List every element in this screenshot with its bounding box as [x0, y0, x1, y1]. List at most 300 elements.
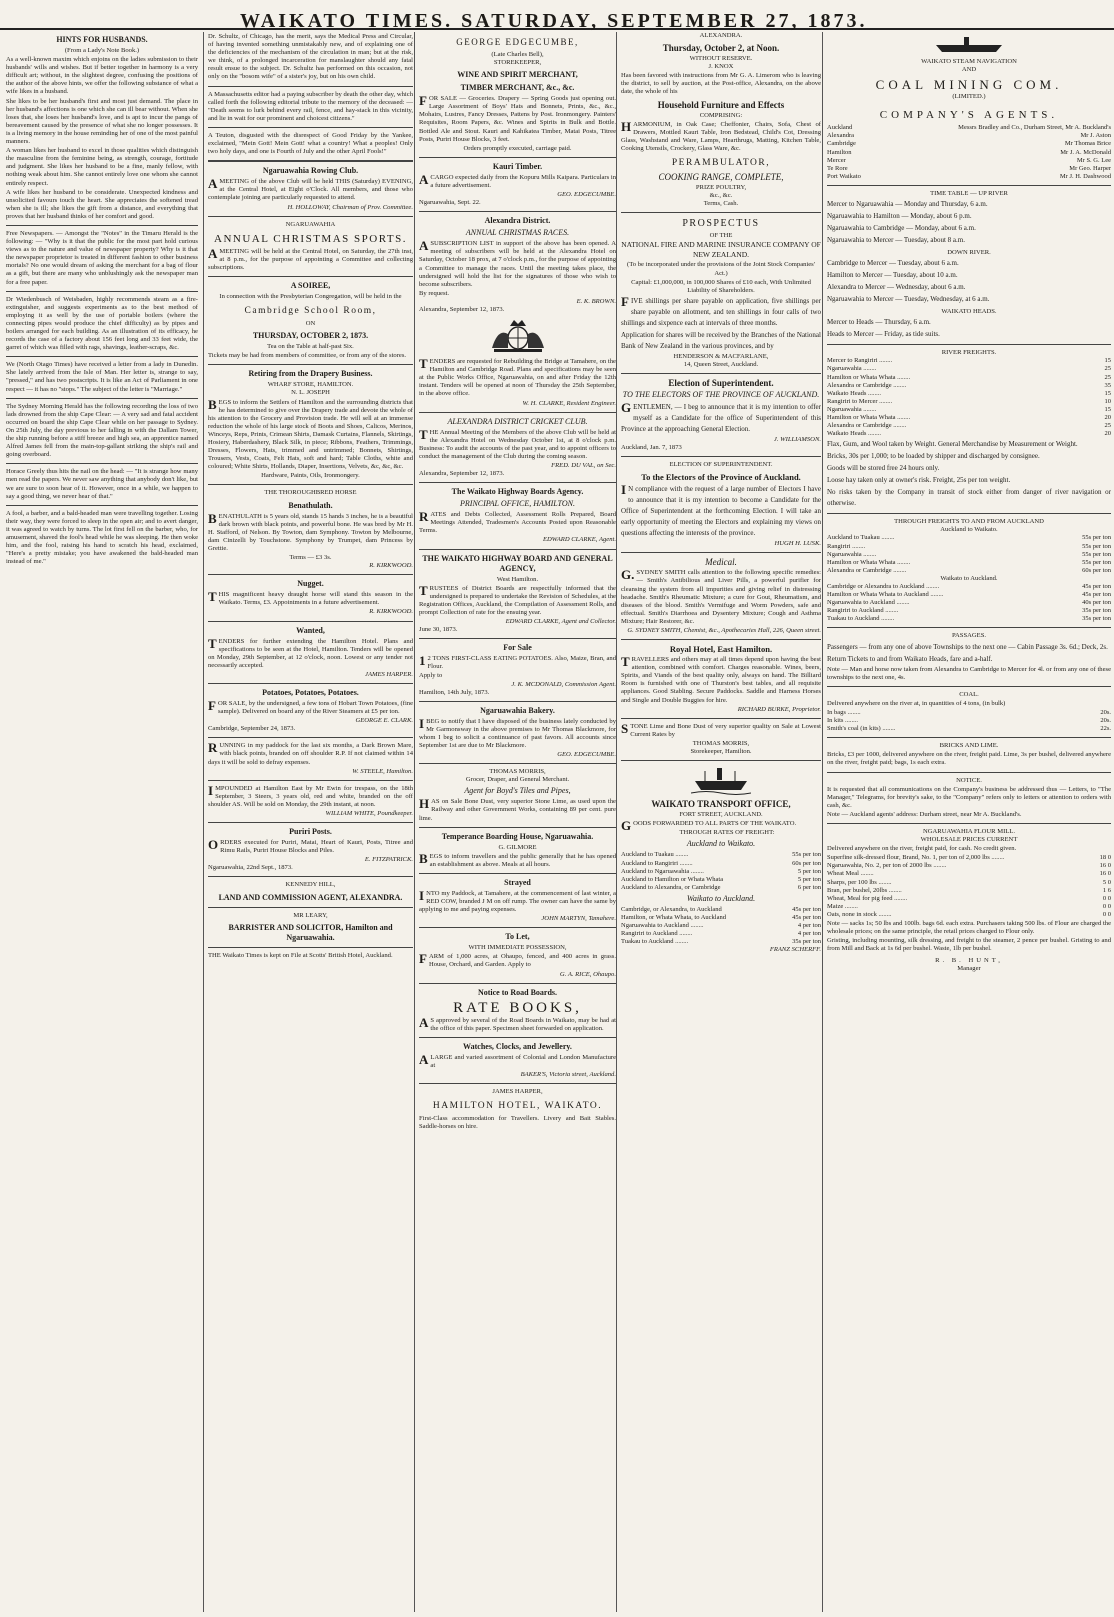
heads-heading: WAIKATO HEADS.: [941, 308, 997, 316]
row-label: Ngaruawahia to Auckland ........: [827, 599, 910, 607]
morris-heading: THOMAS MORRIS,: [489, 768, 546, 776]
ad-signature: GEO. EDGECUMBE.: [557, 751, 616, 759]
row-value: 35s per ton: [792, 938, 821, 946]
price-row: [827, 895, 1111, 903]
rate-row: [827, 551, 1111, 559]
rate-row: [621, 914, 821, 922]
rate-row: [827, 709, 1111, 717]
ad-name: N. L. JOSEPH: [291, 389, 330, 397]
divider: [419, 873, 616, 874]
row-label: Ngaruawahia, No. 2, per ton of 2000 lbs ........: [827, 862, 947, 870]
mill-prices-table: [827, 854, 1111, 919]
row-value: 0 0: [1102, 910, 1111, 918]
divider: [621, 639, 821, 640]
rate-row: [621, 860, 821, 868]
row-value: Mr J. H. Dashwood: [1059, 172, 1111, 180]
insurance-company-heading: NATIONAL FIRE AND MARINE INSURANCE COMPANY OF NEW ZEALAND.: [621, 240, 821, 260]
highway2-heading: THE WAIKATO HIGHWAY BOARD AND GENERAL AGENCY,: [422, 553, 613, 573]
freight-row: [827, 365, 1111, 373]
freight-row: [827, 422, 1111, 430]
divider: [621, 456, 821, 457]
row-label: Ngaruawahia ........: [827, 365, 877, 373]
notice-body: Note — Auckland agents' address: Durham street, near Mr A. Buckland's.: [827, 810, 1022, 818]
royal-hotel-heading: Royal Hotel, East Hamilton.: [669, 644, 773, 655]
timetable-line: Ngaruawahia to Cambridge — Monday, about 6 a.m.: [827, 224, 976, 233]
ad-date: Hamilton, 14th July, 1873.: [419, 688, 490, 696]
ad-body: TRAVELLERS and others may at all times depend upon having the best attention, combined with comfort. Charges reasonable. Wines, beers, Spirits, and Viands of the best quality only, always on hand. The Billiard Room is furnished with one of Thurston's best tables, and all requisite appliances. Good Stabling. Secure Paddocks. Saddle and Harness Horses and Single and Double Buggies for hire.: [621, 654, 821, 704]
row-label: Auckland to Rangiriri ........: [621, 859, 693, 867]
price-row: [827, 903, 1111, 911]
freight-row: [827, 357, 1111, 365]
row-label: Oats, none in stock ........: [827, 910, 892, 918]
divider: [419, 1037, 616, 1038]
timetable-up: [827, 198, 1111, 246]
to-let-heading: To Let,: [505, 932, 530, 942]
divider: [827, 823, 1111, 824]
rate-row: [621, 868, 821, 876]
ad-date: Alexandra, September 12, 1873.: [419, 470, 505, 478]
ad-body: FOR SALE — Groceries. Drapery — Spring Goods just opening out. Large Assortment of Boys' Hats and Bonnets, Prints, &c., &c., Mohairs, Lustres, Fancy Dresses, Pattens by Post. Ironmongery. Painters' Requisites, Room Papers, &c. Wines and Spirits in Bulk and Bottle. Bottled Ale and Stout. Kauri and Kahikatea Timber, Matai Posts, Titree Posts, Puriri House Blocks, 3 feet.: [419, 93, 616, 143]
divider: [419, 549, 616, 550]
row-label: Alexandra or Cambridge ........: [827, 422, 907, 430]
election-heading: Election of Superintendent.: [668, 377, 774, 388]
timetable-line: Ngaruawahia to Mercer — Tuesday, Wednesday, at 6 a.m.: [827, 295, 990, 304]
soiree-heading: A SOIREE,: [290, 280, 331, 290]
divider: [208, 737, 413, 738]
ad-sub: Waikato to Auckland.: [940, 574, 998, 582]
mill-sub: WHOLESALE PRICES CURRENT: [920, 836, 1018, 844]
royal-crest-icon: [488, 318, 548, 354]
row-label: Ngaruawahia to Auckland ........: [621, 922, 704, 930]
ad-body: TENDERS for further extending the Hamilton Hotel. Plans and specifications to be seen at the Hotel, Hamilton. Tenders will be opened on Monday, 29th September, at 12 o'clock, noon. Lowest or any tender not necessarily accepted.: [208, 635, 413, 669]
sale-heading: For Sale: [503, 643, 532, 653]
ad-sub: Auckland to Waikato.: [686, 839, 756, 849]
transport-heading: WAIKATO TRANSPORT OFFICE,: [651, 799, 791, 810]
agent-row: [827, 140, 1111, 148]
divider: [827, 772, 1111, 773]
harper-heading: JAMES HARPER,: [492, 1088, 543, 1096]
divider: [208, 484, 413, 485]
article-paragraph: A woman likes her husband to excel in those qualities which distinguish the masculine from the feminine being, as strength, courage, fortitude and judgment. She likes her husband to be a fine, manly fellow, with nothing weak about him. She cannot entirely love one whom she cannot entirely respect.: [6, 147, 198, 187]
row-label: Rangiriri to Auckland ........: [621, 930, 693, 938]
ad-signature: E. K. BROWN.: [576, 297, 616, 305]
timetable-line: Heads to Mercer — Friday, as tide suits.: [827, 330, 940, 339]
row-value: 20s.: [1100, 708, 1111, 716]
ad-sub: TIMBER MERCHANT, &c., &c.: [460, 83, 575, 93]
newspaper-title: WAIKATO TIMES. SATURDAY, SEPTEMBER 27, 1873.: [240, 10, 868, 32]
price-row: [827, 854, 1111, 862]
mill-heading: NGARUAWAHIA FLOUR MILL.: [923, 827, 1015, 835]
freight-row: [827, 414, 1111, 422]
bricks-note: Bricks, £3 per 1000, delivered anywhere on the river, freight paid. Lime, 3s per bushel, delivered anywhere on the river, freight paid; bags, 1s each extra.: [827, 751, 1111, 767]
passage-note: Note — Man and horse now taken from Alexandra to Cambridge to Mercer for 4l. or from any one of these townships to the next one, 4s.: [827, 665, 1111, 681]
divider: [621, 212, 821, 213]
divider: [208, 947, 413, 948]
divider: [208, 683, 413, 684]
drapery-heading: Retiring from the Drapery Business.: [248, 369, 373, 379]
ad-body: TENDERS are requested for Rebuilding the Bridge at Tamahere, on the Hamilton and Cambridge Road. Plans and specifications may be seen at the Public Works Office, Ngaruawahia, on and after Friday the 12th instant. Tenders will be opened at noon of Thursday the 25th September, in the above office.: [419, 356, 616, 398]
poultry-heading: PRIZE POULTRY,: [695, 184, 747, 192]
row-label: Mercer: [827, 156, 846, 164]
horse-heading: THE THOROUGHBRED HORSE: [264, 489, 357, 497]
row-label: Tuakau to Auckland ........: [827, 615, 895, 623]
divider: [621, 552, 821, 553]
ad-date: Cambridge, September 24, 1873.: [208, 725, 296, 733]
row-label: Hamilton or Whata Whata to Auckland ........: [827, 591, 944, 599]
ad-date: Ngaruawahia, Sept. 22.: [419, 199, 481, 207]
ad-terms: Terms, Cash.: [703, 200, 739, 208]
timetable-line: Cambridge to Mercer — Tuesday, about 6 a.m.: [827, 259, 959, 268]
freight-note: No risks taken by the Company in transit of stock either from danger of river navigation or otherwise.: [827, 488, 1111, 508]
row-value: 1 6: [1102, 886, 1111, 894]
timetable-down: [827, 257, 1111, 305]
kauri-heading: Kauri Timber.: [492, 161, 543, 171]
divider: [827, 686, 1111, 687]
transport-rates-table-2: [621, 906, 821, 946]
divider: [419, 763, 616, 764]
row-label: In bags ........: [827, 708, 861, 716]
strayed-heading: Strayed: [504, 877, 531, 887]
divider: [208, 621, 413, 622]
row-label: Auckland to Ngaruawahia ........: [621, 867, 704, 875]
ad-body: INTO my Paddock, at Tamahere, at the commencement of last winter, a RED COW, branded J M on off rump. The owner can have the same by applying to me and paying expenses.: [419, 887, 616, 914]
divider: [6, 225, 198, 226]
passage-note: Passengers — from any one of above Townships to the next one — Cabin Passage 3s. 6d.; Deck, 2s.: [827, 642, 1108, 651]
row-value: 55s per ton: [1082, 550, 1111, 558]
row-value: Mr J. A. McDonald: [1060, 148, 1111, 156]
ad-sub: Agent for Boyd's Tiles and Pipes,: [464, 786, 571, 796]
divider: [6, 356, 198, 357]
row-value: 20: [1104, 413, 1111, 421]
agent-row: [827, 157, 1111, 165]
auction-date: Thursday, October 2, at Noon.: [662, 43, 780, 54]
ad-sub: Waikato to Auckland.: [686, 893, 756, 903]
ad-body: FOR SALE, by the undersigned, a few tons of Hobart Town Potatoes, (fine sample). Delivered on board any of the River Steamers at £5 per ton.: [208, 697, 413, 716]
row-label: Bran, per bushel, 20lbs ........: [827, 886, 902, 894]
ad-body: THE Annual Meeting of the Members of the above Club will be held at the Alexandra Hotel on Wednesday October 1st, at 8 o'clock p.m. Business: To audit the accounts of the past year, and to appoint officers to conduct the management of the Club during the coming season.: [419, 426, 616, 460]
rate-row: [827, 607, 1111, 615]
mill-note: Delivered anywhere on the river, freight paid, for cash. No credit given.: [827, 845, 1017, 853]
article-paragraph: We (North Otago Times) have received a letter from a lady in Dunedin. She lately arrived from the Isle of Man. Her letter is, strange to say, "pressed," and has two postscripts. It is like an Act of Parliament in one respect — it has no "stops." The subject of the letter is "Marriage.": [6, 361, 198, 393]
row-label: Auckland to Alexandra, or Cambridge: [621, 883, 721, 891]
puriri-heading: Puriri Posts.: [289, 827, 332, 837]
ad-body: &c., &c.: [709, 192, 733, 200]
ad-signature: HENDERSON & MACFARLANE,: [673, 352, 769, 360]
row-label: Hamilton, or Whata Whata, to Auckland: [621, 913, 726, 921]
bricks-heading: BRICKS AND LIME.: [939, 742, 999, 750]
timetable-line: Hamilton to Mercer — Tuesday, about 10 a.m.: [827, 271, 958, 280]
freight-row: [827, 382, 1111, 390]
sports-town: NGARUAWAHIA: [285, 220, 336, 228]
ad-signature: GEO. EDGECUMBE.: [557, 191, 616, 199]
row-label: Auckland: [827, 124, 853, 132]
row-value: 16 0: [1099, 870, 1111, 878]
row-value: 6 per ton: [797, 883, 821, 891]
ad-signature: H. HOLLOWAY, Chairman of Prov. Committee.: [287, 203, 413, 211]
row-label: Waikato Heads ........: [827, 389, 881, 397]
agent-row: [827, 132, 1111, 140]
rate-row: [827, 583, 1111, 591]
ad-body: AS approved by several of the Road Boards in Waikato, may be had at the office of this paper. Specimen sheet forwarded on application.: [419, 1014, 616, 1032]
rate-row: [621, 938, 821, 946]
ad-body: ORDERS executed for Puriri, Matai, Heart of Kauri, Posts, Titree and Rimu Rails, Puriri House Blocks and Piles.: [208, 837, 413, 855]
divider: [419, 701, 616, 702]
row-value: 5 per ton: [797, 875, 821, 883]
divider: [6, 463, 198, 464]
price-row: [827, 870, 1111, 878]
ad-signature: FRANZ SCHERFF.: [769, 946, 821, 954]
agents-heading: COMPANY'S AGENTS.: [879, 109, 1059, 122]
ad-sub: Grocer, Draper, and General Merchant.: [465, 776, 570, 784]
rate-row: [827, 559, 1111, 567]
ad-body: AMEETING of the above Club will be held THIS (Saturday) EVENING, at the Central Hotel, at Eight o'Clock. All members, and those who contemplate joining are particularly requested to attend.: [208, 176, 413, 202]
row-value: 20: [1104, 430, 1111, 438]
row-value: 15: [1104, 405, 1111, 413]
ad-signature: W. H. CLARKE, Resident Engineer.: [522, 399, 616, 407]
hints-heading: HINTS FOR HUSBANDS.: [56, 35, 148, 44]
ad-body: Apply to: [419, 672, 443, 680]
ad-signature: GEORGE E. CLARK.: [355, 717, 413, 725]
ad-signature: EDWARD CLARKE, Agent.: [542, 536, 616, 544]
row-value: Mr Geo. Harper: [1069, 164, 1111, 172]
wanted-heading: Wanted,: [296, 625, 325, 635]
divider: [419, 927, 616, 928]
ad-sub: COMPRISING:: [699, 111, 743, 119]
ad-body: FARM of 1,000 acres, at Ohaupo, fenced, and 400 acres in grass. House, Orchard, and Garden. Apply to: [419, 951, 616, 969]
ad-date: June 30, 1873.: [419, 626, 458, 634]
row-label: Alexandra or Cambridge ........: [827, 381, 907, 389]
divider: [208, 876, 413, 877]
article-paragraph: A fool, a barber, and a bald-headed man were travelling together. Losing their way, they were forced to sleep in the open air; and to avert danger, it was agreed to watch by turns. The lot first fell on the barber, who, for amusement, shaved the fool's head while he was sleeping. He then woke him, and the fool, raising his hand to scratch his head, exclaimed, "Here's a pretty mistake; you have awakened the bald-headed man instead of me.": [6, 509, 198, 566]
row-label: Wheat Meal ........: [827, 870, 874, 878]
prospectus-heading: PROSPECTUS: [682, 218, 760, 230]
steamship-icon: [691, 765, 751, 795]
row-label: Rangiriri to Auckland ........: [827, 607, 899, 615]
watches-heading: Watches, Clocks, and Jewellery.: [463, 1041, 572, 1051]
passage-note: Return Tickets to and from Waikato Heads, fare and a-half.: [827, 654, 993, 663]
article-paragraph: She likes to be her husband's first and most just demand. The place in her husband's affections is one which she can ill bear without. When she loses that, she loses her husband's love, and is apt to incur the pangs of bereavement caused by the presence of what she no longer possesses. It is a living memory in the house reminding her of one of the most painful manners.: [6, 97, 198, 146]
furniture-heading: Household Furniture and Effects: [657, 99, 785, 110]
hamilton-hotel-heading: HAMILTON HOTEL, WAIKATO.: [432, 1101, 603, 1112]
ad-signature: WILLIAM WHITE, Poundkeeper.: [325, 810, 413, 817]
horse-name: Benathulath.: [288, 500, 333, 510]
row-label: Wheat, Meal for pig feed ........: [827, 894, 908, 902]
nugget-heading: Nugget.: [297, 579, 324, 589]
company-heading: WAIKATO STEAM NAVIGATION: [921, 58, 1017, 65]
row-label: Sharps, per 100 lbs ........: [827, 878, 892, 886]
ad-body: First-Class accommodation for Travellers. Livery and Bait Stables. Saddle-horses on hire.: [419, 1115, 616, 1131]
perambulator-heading: PERAMBULATOR,: [671, 158, 771, 169]
cooking-range-heading: COOKING RANGE, COMPLETE,: [658, 172, 784, 183]
divider: [419, 827, 616, 828]
article-paragraph: As a well-known maxim which enjoins on the ladies submission to their husbands' wills and wishes. But if better together in harmony is a very difficult art; without, in the slightest degree, confusing the positions of the author of the above hints, we offer the following substance of what a wife likes in a husband.: [6, 56, 198, 96]
ad-sub: West Hamilton.: [496, 575, 539, 583]
ad-body: IBEG to notify that I have disposed of the business lately conducted by Mr Garmonsway in the above premises to Mr Thomas Blackmore, for whom I beg to solicit a continuance of past favors. All accounts since September 1st are due to Mr Blackmore.: [419, 715, 616, 749]
divider: [208, 160, 413, 162]
rate-row: [827, 725, 1111, 733]
timetable-line: Ngaruawahia to Mercer — Tuesday, about 8 a.m.: [827, 236, 965, 245]
divider: [208, 574, 413, 575]
sports-heading: ANNUAL CHRISTMAS SPORTS.: [214, 232, 407, 245]
ad-signature: W. STEELE, Hamilton.: [352, 767, 413, 775]
row-label: Hamilton or Whata Whata ........: [827, 373, 911, 381]
ad-signature: EDWARD CLARKE, Agent and Collector.: [505, 618, 616, 626]
row-value: 0 0: [1102, 894, 1111, 902]
article-paragraph: Dr Wiedenbusch of Weisbaden, highly recommends steam as a fire-extinguisher, and suggests experiments as to the best method of employing it as well by the use of portable boilers (where the connecting pipes would produce the chief difficulty) as by pipes and boilers arranged for each building. As an illustration of its efficacy, he records the case of a factory about 156 feet long and 33 feet wide, the garret of which was filled with rags, shavings, leather-scraps, &c.: [6, 295, 198, 352]
divider: [621, 760, 821, 761]
row-label: Mercer to Rangiriri ........: [827, 357, 893, 365]
divider: [208, 780, 413, 781]
price-row: [827, 862, 1111, 870]
hill-heading: KENNEDY HILL,: [285, 881, 336, 889]
row-label: Cambridge or Alexandra to Auckland ........: [827, 583, 940, 590]
ad-sub: WITHOUT RESERVE.: [689, 55, 753, 63]
mill-note: Note — sacks 1s; 50 lbs and 100lb. bags 6d. each extra. Purchasers taking 500 lbs. of Flour are charged the wholesale prices; on the same principle, the retail prices charged to Flour only.: [827, 920, 1111, 936]
row-value: 55s per ton: [1082, 534, 1111, 542]
soiree-venue: Cambridge School Room,: [244, 306, 377, 317]
freight-note: Goods will be stored free 24 hours only.: [827, 464, 940, 473]
rate-books-heading: RATE BOOKS,: [453, 999, 582, 1016]
divider: [208, 216, 413, 217]
row-value: 35: [1104, 381, 1111, 389]
passages-heading: PASSAGES.: [951, 632, 987, 640]
divider: [208, 822, 413, 823]
divider: [419, 412, 616, 413]
row-value: 22s.: [1100, 725, 1111, 733]
row-label: Ngaruawahia ........: [827, 405, 877, 413]
row-value: 40s per ton: [1082, 599, 1111, 607]
divider: [827, 737, 1111, 738]
column-4: [616, 32, 825, 1612]
rate-row: [621, 851, 821, 859]
notice-body: It is requested that all communications on the Company's business be addressed thus — Letters, to "The Manager," Telegrams, for brevity's sake, to the "Company" refers only to letters or attention to orders with cash, &c.: [827, 785, 1111, 809]
ad-body: STONE Lime and Bone Dust of very superior quality on Sale at Lowest Current Rates by: [621, 720, 821, 738]
ad-signature: R. B. HUNT,: [935, 957, 1003, 965]
through-table-2: [827, 583, 1111, 623]
divider: [419, 211, 616, 212]
row-label: Hamilton or Whata Whata ........: [827, 413, 911, 421]
ad-signature: R. KIRKWOOD.: [369, 562, 413, 570]
agents-table: [827, 124, 1111, 181]
ad-body: By request.: [419, 289, 450, 297]
ad-body: ON: [305, 320, 316, 328]
column-2: [203, 32, 417, 1612]
ad-sub: (Late Charles Bell),: [491, 51, 544, 58]
ad-sub: WHARF STORE, HAMILTON.: [267, 381, 354, 389]
freight-row: [827, 406, 1111, 414]
row-value: 0 0: [1102, 902, 1111, 910]
rate-row: [827, 591, 1111, 599]
alexandra-heading: Alexandra District.: [484, 216, 551, 226]
freight-row: [827, 374, 1111, 382]
divider: [621, 718, 821, 719]
coal-mining-heading: COAL MINING COM.: [875, 77, 1063, 93]
ad-signature: R. KIRKWOOD.: [369, 608, 413, 616]
ad-body: In connection with the Presbyterian Congregation, will be held in the: [219, 292, 402, 300]
rate-row: [621, 876, 821, 884]
rowing-club-heading: Ngaruawahia Rowing Club.: [262, 166, 359, 176]
ad-body: Tickets may be had from members of committee, or from any of the stores.: [208, 352, 407, 360]
row-value: 20s.: [1100, 717, 1111, 725]
row-value: 18 0: [1099, 854, 1111, 862]
soiree-date: THURSDAY, OCTOBER 2, 1873.: [252, 331, 369, 341]
timetable-line: Ngaruawahia to Hamilton — Monday, about 6 p.m.: [827, 212, 972, 221]
ad-body: Tea on the Table at half-past Six.: [267, 343, 354, 351]
ad-body: Hardware, Paints, Oils, Ironmongery.: [261, 472, 360, 480]
potatoes-heading: Potatoes, Potatoes, Potatoes.: [262, 687, 359, 697]
agent-row: [827, 149, 1111, 157]
row-value: 4 per ton: [797, 922, 821, 930]
ad-sub: WITH IMMEDIATE POSSESSION,: [468, 944, 567, 952]
article-paragraph: Dr. Schultz, of Chicago, has the merit, says the Medical Press and Circular, of having invented something unmistakably new, and of explaining one of the deficiencies of the mechanism of the circulation in man; but at the risk, we think, of a prolonged incarceration for manslaughter should any fatal result ensue to the subject. Dr. Schultz has performed on this occasion, not only on the "bosom wife" of a sister's joy, but on his own child.: [208, 33, 413, 81]
ad-body: BENATHULATH is 5 years old, stands 15 hands 3 inches, he is a beautiful dark brown with black points, and powerful bone. He was bred by Mr H. H. Stafford, of Nelson. By Towton, dam Symphony. Towton by Melbourne, dam Cinizelli by Touchstone. Symphony by Trumpet, dam Princess by Grettie.: [208, 510, 413, 552]
freight-note: Flax, Gum, and Wool taken by Weight. General Merchandise by Measurement or Weight.: [827, 440, 1078, 449]
through-heading: THROUGH FREIGHTS TO AND FROM AUCKLAND: [894, 518, 1044, 526]
row-label: Ngaruawahia ........: [827, 550, 877, 558]
divider: [208, 127, 413, 128]
timetable-line: Mercer to Ngaruawahia — Monday and Thursday, 6 a.m.: [827, 200, 988, 209]
column-1: [6, 32, 202, 1612]
ad-signature: G. A. RICE, Ohaupo.: [559, 970, 616, 978]
ad-sub: OF THE: [709, 232, 733, 240]
divider: [208, 86, 413, 87]
row-label: In kits ........: [827, 717, 859, 725]
rate-row: [827, 567, 1111, 575]
ad-sub: PRINCIPAL OFFICE, HAMILTON.: [460, 499, 575, 509]
agent-row: [827, 165, 1111, 173]
row-value: 35s per ton: [1082, 615, 1111, 623]
price-row: [827, 911, 1111, 919]
freight-row: [827, 430, 1111, 438]
company-and: AND: [961, 66, 977, 74]
divider: [827, 185, 1111, 186]
ad-body: ASUBSCRIPTION LIST in support of the above has been opened. A meeting of subscribers will be held at the Alexandra Hotel on Saturday, October 18 prox, at 7 o'clock p.m., for the purpose of appointing a Committee to manage the races. Until the meeting takes place, the undersigned will hold the list for the signatures of those who wish to become subscribers.: [419, 238, 616, 288]
rate-row: [827, 615, 1111, 623]
divider: [208, 907, 413, 908]
ad-body: 12 TONS FIRST-CLASS EATING POTATOES. Also, Maize, Bran, and Flour.: [419, 653, 616, 671]
divider: [827, 627, 1111, 628]
ad-body: IMPOUNDED at Hamilton East by Mr Ewin for trespass, on the 18th September, 3 Steers, 3 years old, red and white, branded on the off shoulder AS. Will be sold on Monday, the 29th instant, at noon.: [208, 782, 413, 808]
row-label: Hamilton or Whata Whata ........: [827, 558, 911, 566]
column-5: [822, 32, 1114, 1612]
ad-signature: HUGH H. LUSK.: [774, 540, 821, 548]
row-value: 35s per ton: [1082, 607, 1111, 615]
ad-date: Alexandra, September 12, 1873.: [419, 305, 505, 313]
coal-note: Delivered anywhere on the river at, in quantities of 4 tons, (in bulk): [827, 699, 1006, 707]
timetable-line: Alexandra to Mercer — Wednesday, about 6 a.m.: [827, 283, 966, 292]
ad-sub: WINE AND SPIRIT MERCHANT,: [457, 70, 578, 80]
row-value: 60s per ton: [1082, 566, 1111, 574]
leary-sub: BARRISTER AND SOLICITOR, Hamilton and Ngaruawahia.: [228, 922, 393, 942]
ad-terms: Terms — £3 3s.: [289, 554, 332, 562]
timetable-heads: [827, 316, 1111, 340]
divider: [6, 505, 198, 506]
timetable-heading: TIME TABLE — UP RIVER: [930, 189, 1008, 197]
coal-table: [827, 709, 1111, 733]
article-paragraph: A Massachusetts editor had a paying subscriber by death the other day, which called forth the following editorial tribute to the memory of the deceased: — "Death seems to lurk behind every rail, fence, and hay-stack in this vicinity, and lie in wait for our prominent and choicest citizens.": [208, 90, 413, 122]
ad-body: HAS on Sale Bone Dust, very superior Stone Lime, as used upon the Railway and other Government Works, containing 89 per cent. pure lime.: [419, 796, 616, 822]
row-value: 25: [1104, 365, 1111, 373]
row-label: Alexandra: [827, 132, 855, 140]
masthead: [0, 0, 1114, 30]
row-label: Auckland to Tuakau ........: [621, 851, 689, 859]
ad-date: Ngaruawahia, 22nd Sept., 1873.: [208, 864, 293, 872]
freight-note: Bricks, 30s per 1,000; to be loaded by shipper and discharged by consignee.: [827, 452, 1040, 461]
row-value: 45s per ton: [792, 913, 821, 921]
ad-body: AMEETING will be held at the Central Hotel, on Saturday, the 27th inst, at 8 p.m., for the purpose of appointing a Committee and collecting subscriptions.: [208, 245, 413, 271]
row-label: Smith's coal (in kits) ........: [827, 725, 896, 733]
row-label: Hamilton: [827, 148, 852, 156]
